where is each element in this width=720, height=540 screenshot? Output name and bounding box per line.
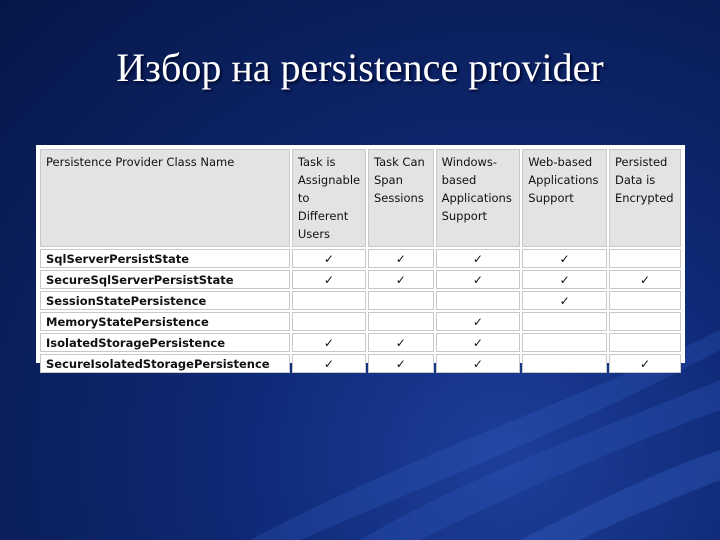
table-row <box>40 333 681 352</box>
check-mark-icon: ✓ <box>436 249 521 268</box>
check-mark-icon: ✓ <box>436 354 521 373</box>
provider-name-cell: IsolatedStoragePersistence <box>40 333 290 352</box>
check-mark-icon: ✓ <box>522 291 607 310</box>
check-mark-icon: ✓ <box>436 333 521 352</box>
check-mark-icon: ✓ <box>292 333 366 352</box>
provider-name-cell: MemoryStatePersistence <box>40 312 290 331</box>
check-mark-icon: ✓ <box>609 270 681 289</box>
check-mark-icon: ✓ <box>292 270 366 289</box>
check-mark-icon: ✓ <box>368 354 434 373</box>
empty-cell <box>609 312 681 331</box>
provider-name-cell: SessionStatePersistence <box>40 291 290 310</box>
table-header-row <box>40 149 681 247</box>
column-header-encrypted: Persisted Data is Encrypted <box>609 149 681 247</box>
check-mark-icon: ✓ <box>609 354 681 373</box>
table-row <box>40 270 681 289</box>
slide-title: Избор на persistence provider <box>116 45 604 90</box>
provider-name-cell: SecureIsolatedStoragePersistence <box>40 354 290 373</box>
check-mark-icon: ✓ <box>292 354 366 373</box>
check-mark-icon: ✓ <box>436 270 521 289</box>
empty-cell <box>609 291 681 310</box>
check-mark-icon: ✓ <box>292 249 366 268</box>
column-header-span-sessions: Task Can Span Sessions <box>368 149 434 247</box>
empty-cell <box>609 249 681 268</box>
provider-name-cell: SecureSqlServerPersistState <box>40 270 290 289</box>
column-header-web-support: Web-based Applications Support <box>522 149 607 247</box>
provider-table-container <box>36 145 685 371</box>
column-header-provider-class-name: Persistence Provider Class Name <box>40 149 290 247</box>
empty-cell <box>436 291 521 310</box>
check-mark-icon: ✓ <box>436 312 521 331</box>
check-mark-icon: ✓ <box>522 270 607 289</box>
table-row <box>40 291 681 310</box>
provider-comparison-table <box>38 147 683 375</box>
empty-cell <box>522 333 607 352</box>
empty-cell <box>368 291 434 310</box>
table-row <box>40 312 681 331</box>
provider-name-cell: SqlServerPersistState <box>40 249 290 268</box>
empty-cell <box>522 354 607 373</box>
column-header-assignable: Task is Assignable to Different Users <box>292 149 366 247</box>
empty-cell <box>522 312 607 331</box>
check-mark-icon: ✓ <box>368 270 434 289</box>
table-row <box>40 354 681 373</box>
column-header-windows-support: Windows-based Applications Support <box>436 149 521 247</box>
check-mark-icon: ✓ <box>368 249 434 268</box>
empty-cell <box>609 333 681 352</box>
table-body <box>40 249 681 373</box>
empty-cell <box>292 312 366 331</box>
empty-cell <box>368 312 434 331</box>
table-row <box>40 249 681 268</box>
check-mark-icon: ✓ <box>522 249 607 268</box>
empty-cell <box>292 291 366 310</box>
check-mark-icon: ✓ <box>368 333 434 352</box>
